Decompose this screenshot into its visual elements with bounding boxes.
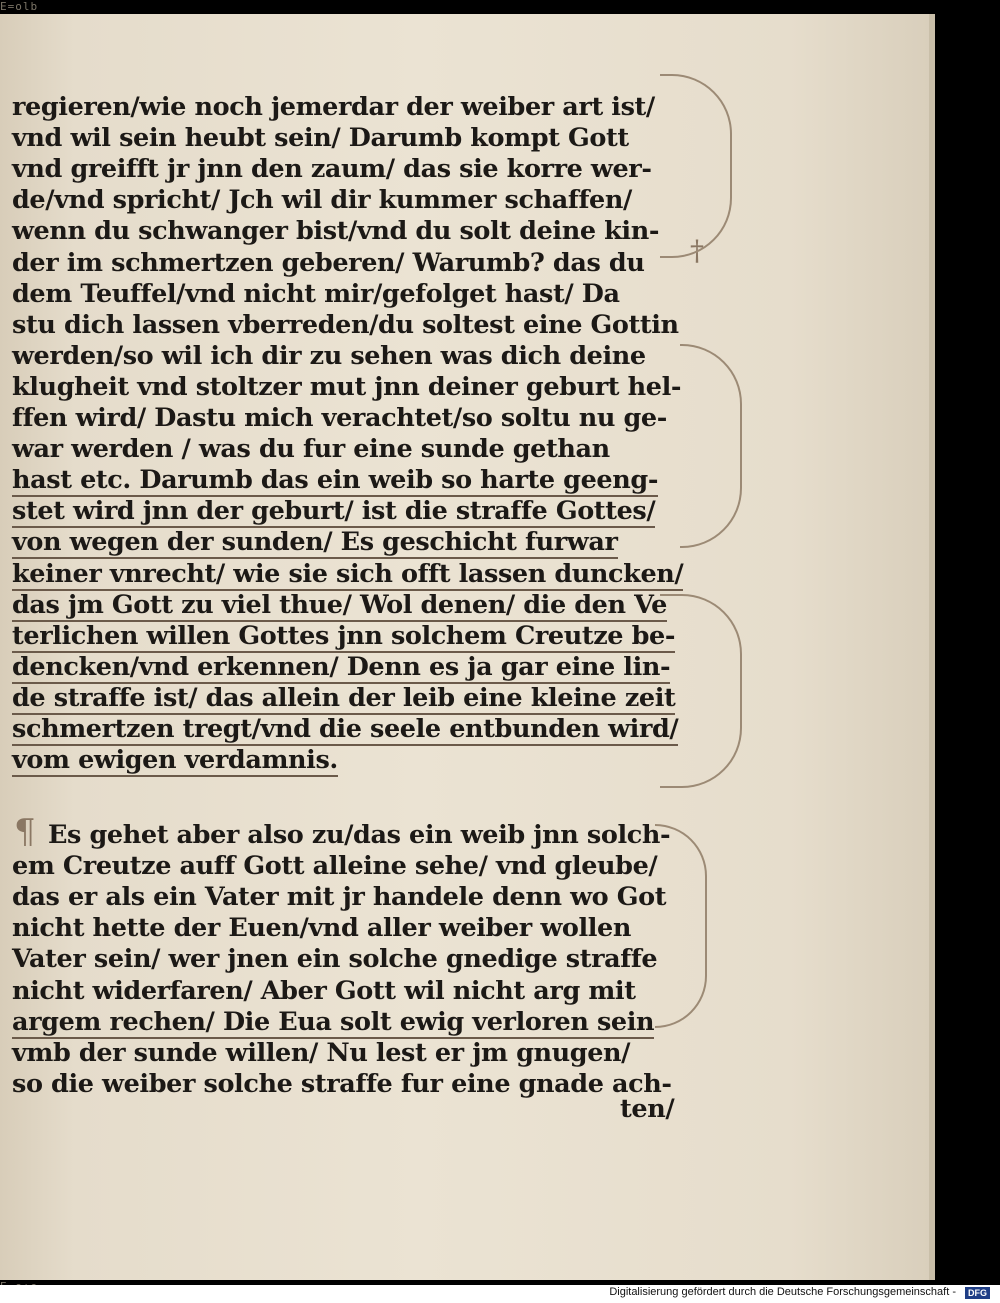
text-line: wenn du schwanger bist/vnd du solt deine kin-: [12, 216, 660, 247]
text-line: klugheit vnd stoltzer mut jnn deiner geburt hel-: [12, 371, 682, 402]
text-line: de/vnd spricht/ Jch wil dir kummer schaffen/: [12, 185, 632, 216]
text-line: das er als ein Vater mit jr handele denn wo Got: [12, 882, 667, 913]
pilcrow-mark: ¶: [14, 812, 36, 852]
text-line: von wegen der sunden/ Es geschicht furwar: [12, 527, 618, 558]
page-edge-top: E=olb: [0, 0, 39, 13]
margin-bracket-4: [655, 824, 707, 1028]
text-line: schmertzen tregt/vnd die seele entbunden wird/: [12, 714, 679, 744]
footer-credit: Digitalisierung gefördert durch die Deutsche Forschungsgemeinschaft -: [609, 1286, 956, 1298]
text-line: vnd greifft jr jnn den zaum/ das sie korre wer-: [12, 154, 652, 185]
text-line: der im schmertzen geberen/ Warumb? das du: [12, 247, 645, 278]
text-line: vom ewigen verdamnis.: [12, 745, 338, 776]
text-line: argem rechen/ Die Eua solt ewig verloren sein: [12, 1006, 655, 1037]
margin-cross-mark: †: [690, 234, 704, 267]
text-line: dem Teuffel/vnd nicht mir/gefolget hast/ Da: [12, 278, 620, 309]
text-line: de straffe ist/ das allein der leib eine kleine zeit: [12, 682, 676, 713]
catchword: ten/: [620, 1094, 675, 1124]
margin-bracket-3: [660, 594, 742, 788]
text-line: war werden / was du fur eine sunde gethan: [12, 434, 610, 465]
text-line: ffen wird/ Dastu mich verachtet/so soltu nu ge-: [12, 403, 667, 433]
text-line: stet wird jnn der geburt/ ist die straffe Gottes/: [12, 496, 656, 527]
text-line: terlichen willen Gottes jnn solchem Creutze be-: [12, 620, 676, 651]
text-line: Es gehet aber also zu/das ein weib jnn solch-: [48, 820, 671, 850]
text-line: nicht hette der Euen/vnd aller weiber wollen: [12, 913, 632, 944]
text-line: hast etc. Darumb das ein weib so harte geeng-: [12, 465, 658, 496]
text-line: werden/so wil ich dir zu sehen was dich deine: [12, 340, 646, 371]
text-line: nicht widerfaren/ Aber Gott wil nicht arg mit: [12, 975, 636, 1006]
text-line: so die weiber solche straffe fur eine gnade ach-: [12, 1068, 672, 1099]
text-line: keiner vnrecht/ wie sie sich offt lassen duncken/: [12, 558, 684, 589]
margin-bracket-1: [660, 74, 732, 258]
margin-bracket-2: [680, 344, 742, 548]
dfg-logo: DFG: [965, 1287, 990, 1299]
footer-bar: [0, 1285, 1000, 1303]
text-line: vnd wil sein heubt sein/ Darumb kompt Gott: [12, 123, 629, 154]
text-line: dencken/vnd erkennen/ Denn es ja gar eine lin-: [12, 651, 671, 682]
text-line: stu dich lassen vberreden/du soltest eine Gottin: [12, 309, 679, 340]
book-page: [0, 14, 935, 1280]
text-line: das jm Gott zu viel thue/ Wol denen/ die den Ve: [12, 589, 667, 620]
text-line: Vater sein/ wer jnen ein solche gnedige straffe: [12, 944, 658, 975]
text-line: vmb der sunde willen/ Nu lest er jm gnugen/: [12, 1037, 631, 1068]
text-line: em Creutze auff Gott alleine sehe/ vnd gleube/: [12, 851, 658, 882]
text-line: regieren/wie noch jemerdar der weiber art ist/: [12, 92, 655, 122]
